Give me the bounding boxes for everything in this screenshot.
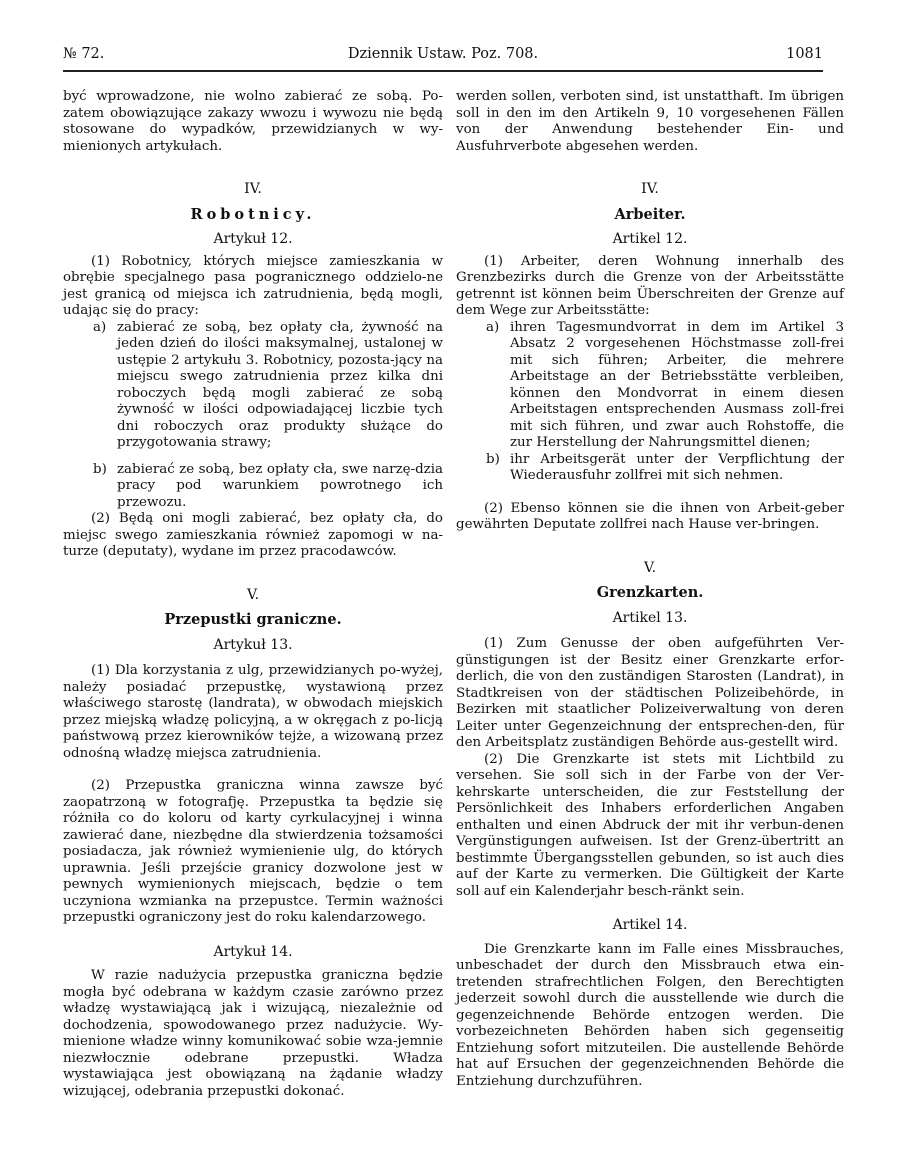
section-title: Przepustki graniczne. — [164, 611, 342, 628]
article-heading: Artykuł 13. — [213, 636, 293, 653]
list-item-text: zabierać ze sobą, bez opłaty cła, żywność na jeden dzień do ilości maksymalnej, ustalonej w ustępie 2 artykułu 3. Robotnicy, pozosta-jący na miejscu swego zatrudnienia przez kilka dni roboczych będą mogli zabierać ze sobą żywność w ilości odpowiadającej liczbie tych dni roboczych oraz produkty służące do przygotowania strawy; — [117, 319, 443, 450]
list-item — [456, 452, 844, 485]
intro-paragraph: werden sollen, verboten sind, ist unstatthaft. Im übrigen soll in den im den Artikeln 9, 10 vorgesehenen Fällen von der Anwendung bestehender Ein- und Ausfuhrverbote abgesehen werden. — [456, 89, 844, 154]
list-item-text: zabierać ze sobą, bez opłaty cła, swe narzę-dzia pracy pod warunkiem powrotnego ich przewozu. — [117, 461, 443, 510]
paragraph: (1) Arbeiter, deren Wohnung innerhalb des Grenzbezirks durch die Grenze von der Arbeitsstätte getrennt ist können beim Überschreiten der Grenze auf dem Wege zur Arbeitsstätte: — [456, 253, 844, 318]
list-marker: b) — [486, 451, 500, 467]
list-marker: a) — [93, 319, 107, 335]
header-rule — [63, 70, 823, 72]
article-heading: Artikel 12. — [612, 231, 688, 247]
list-item-text: ihr Arbeitsgerät unter der Verpflichtung der Wiederausfuhr zollfrei mit sich nehmen. — [510, 451, 844, 483]
list-item — [63, 462, 443, 512]
list-marker: b) — [93, 461, 107, 477]
list-marker: a) — [486, 319, 500, 335]
list-item — [63, 320, 443, 452]
article-heading: Artykuł 12. — [213, 231, 293, 247]
paragraph: (1) Robotnicy, których miejsce zamieszkania w obrębie specjalnego pasa pogranicznego oddzielo-ne jest granicą od miejsca ich zatrudnienia, będą mogli, udając się do pracy: — [63, 253, 443, 318]
issue-number: № 72. — [63, 46, 105, 62]
paragraph: (2) Die Grenzkarte ist stets mit Lichtbild zu versehen. Sie soll sich in der Farbe von der Ver-kehrskarte unterscheiden, die zur Feststellung der Persönlichkeit des Inhabers erforderlichen Angaben enthalten und einen Abdruck der mit ihr verbun-denen Vergünstigungen aufweisen. Ist der Grenz-übertritt an bestimmte Übergangsstellen gebunden, so ist auch dies auf der Karte zu vermerken. Die Gültigkeit der Karte soll auf ein Kalenderjahr besch-ränkt sein. — [456, 751, 844, 899]
intro-paragraph: być wprowadzone, nie wolno zabierać ze sobą. Po-zatem obowiązujące zakazy wwozu i wywozu nie będą stosowane do wypadków, przewidzianych w wy-mienionych artykułach. — [63, 89, 443, 154]
paragraph: (1) Zum Genusse der oben aufgeführten Ver-günstigungen ist der Besitz einer Grenzkarte erfor-derlich, die von den zuständigen Starosten (Landrat), in Stadtkreisen von der städtischen Polizeibehörde, in Bezirken mit staatlicher Polizeiverwaltung von deren Leiter unter Gegenzeichnung der entsprechen-den, für den Arbeitsplatz zuständigen Behörde aus-gestellt wird. — [456, 636, 844, 750]
section-title: Grenzkarten. — [596, 584, 704, 601]
german-column — [456, 89, 844, 1090]
list-item-text: ihren Tagesmundvorrat in dem im Artikel 3 Absatz 2 vorgesehenen Höchstmasse zoll-frei mit sich führen; Arbeiter, die mehrere Arbeitstage an der Betriebsstätte verbleiben, können den Mondvorrat in einem diesen Arbeitstagen entsprechenden Ausmass zoll-frei mit sich führen, und zwar auch Rohstoffe, die zur Herstellung der Nahrungsmittel dienen; — [510, 319, 844, 450]
article-heading: Artikel 14. — [612, 917, 688, 933]
page-header — [63, 46, 823, 68]
section-number: IV. — [641, 181, 659, 197]
page-number: 1081 — [786, 46, 823, 62]
paragraph: (1) Dla korzystania z ulg, przewidzianych po-wyżej, należy posiadać przepustkę, wystawioną przez właściwego starostę (landrata), w obwodach miejskich przez miejską władzę policyjną, a w okręgach z po-licją państwową przez kierowników tejże, a wizowaną przez odnośną władzę miejsca zatrudnienia. — [63, 663, 443, 761]
paragraph: Die Grenzkarte kann im Falle eines Missbrauches, unbeschadet der durch den Missbrauch etwa ein-tretenden strafrechtlichen Folgen, den Berechtigten jederzeit sowohl durch die ausstellende wie durch die gegenzeichnende Behörde entzogen werden. Die vorbezeichneten Behörden haben sich gegenseitig Entziehung sofort mitzuteilen. Die austellende Behörde hat auf Ersuchen der gegenzeichnenden Behörde die Entziehung durchzuführen. — [456, 941, 844, 1089]
paragraph: (2) Ebenso können sie die ihnen von Arbeit-geber gewährten Deputate zollfrei nach Hause ver-bringen. — [456, 500, 844, 532]
section-title: Arbeiter. — [614, 205, 686, 223]
list-item — [456, 320, 844, 452]
paragraph: (2) Będą oni mogli zabierać, bez opłaty cła, do miejsc swego zamieszkania również zapomogi w na-turze (deputaty), wydane im przez pracodawców. — [63, 511, 443, 559]
section-number: V. — [246, 586, 260, 603]
journal-title: Dziennik Ustaw. Poz. 708. — [347, 46, 539, 62]
polish-column — [63, 89, 443, 1100]
article-heading: Artikel 13. — [612, 609, 688, 626]
section-title: Robotnicy. — [190, 205, 316, 223]
article-heading: Artykuł 14. — [213, 943, 293, 960]
paragraph: W razie nadużycia przepustka graniczna będzie mogła być odebrana w każdym czasie zarówno przez władzę wystawiającą jak i wizującą, niezależnie od dochodzenia, spowodowanego przez nadużycie. Wy-mienione władze winny komunikować sobie wza-jemnie niezwłocznie odebrane przepustki. Władza wystawiająca jest obowiązaną na żądanie władzy wizującej, odebrania przepustki dokonać. — [63, 968, 443, 1099]
paragraph: (2) Przepustka graniczna winna zawsze być zaopatrzoną w fotografję. Przepustka ta będzie się różniła co do koloru od karty cyrkulacyjnej i winna zawierać dane, niezbędne dla stwierdzenia tożsamości posiadacza, jak również wymienienie ulg, do których uprawnia. Jeśli przejście granicy dozwolone jest w pewnych wymienionych miejscach, będzie o tem uczyniona wzmianka na przepustce. Termin ważności przepustki ograniczony jest do roku kalendarzowego. — [63, 778, 443, 925]
section-number: IV. — [244, 181, 262, 197]
section-number: V. — [643, 559, 657, 576]
